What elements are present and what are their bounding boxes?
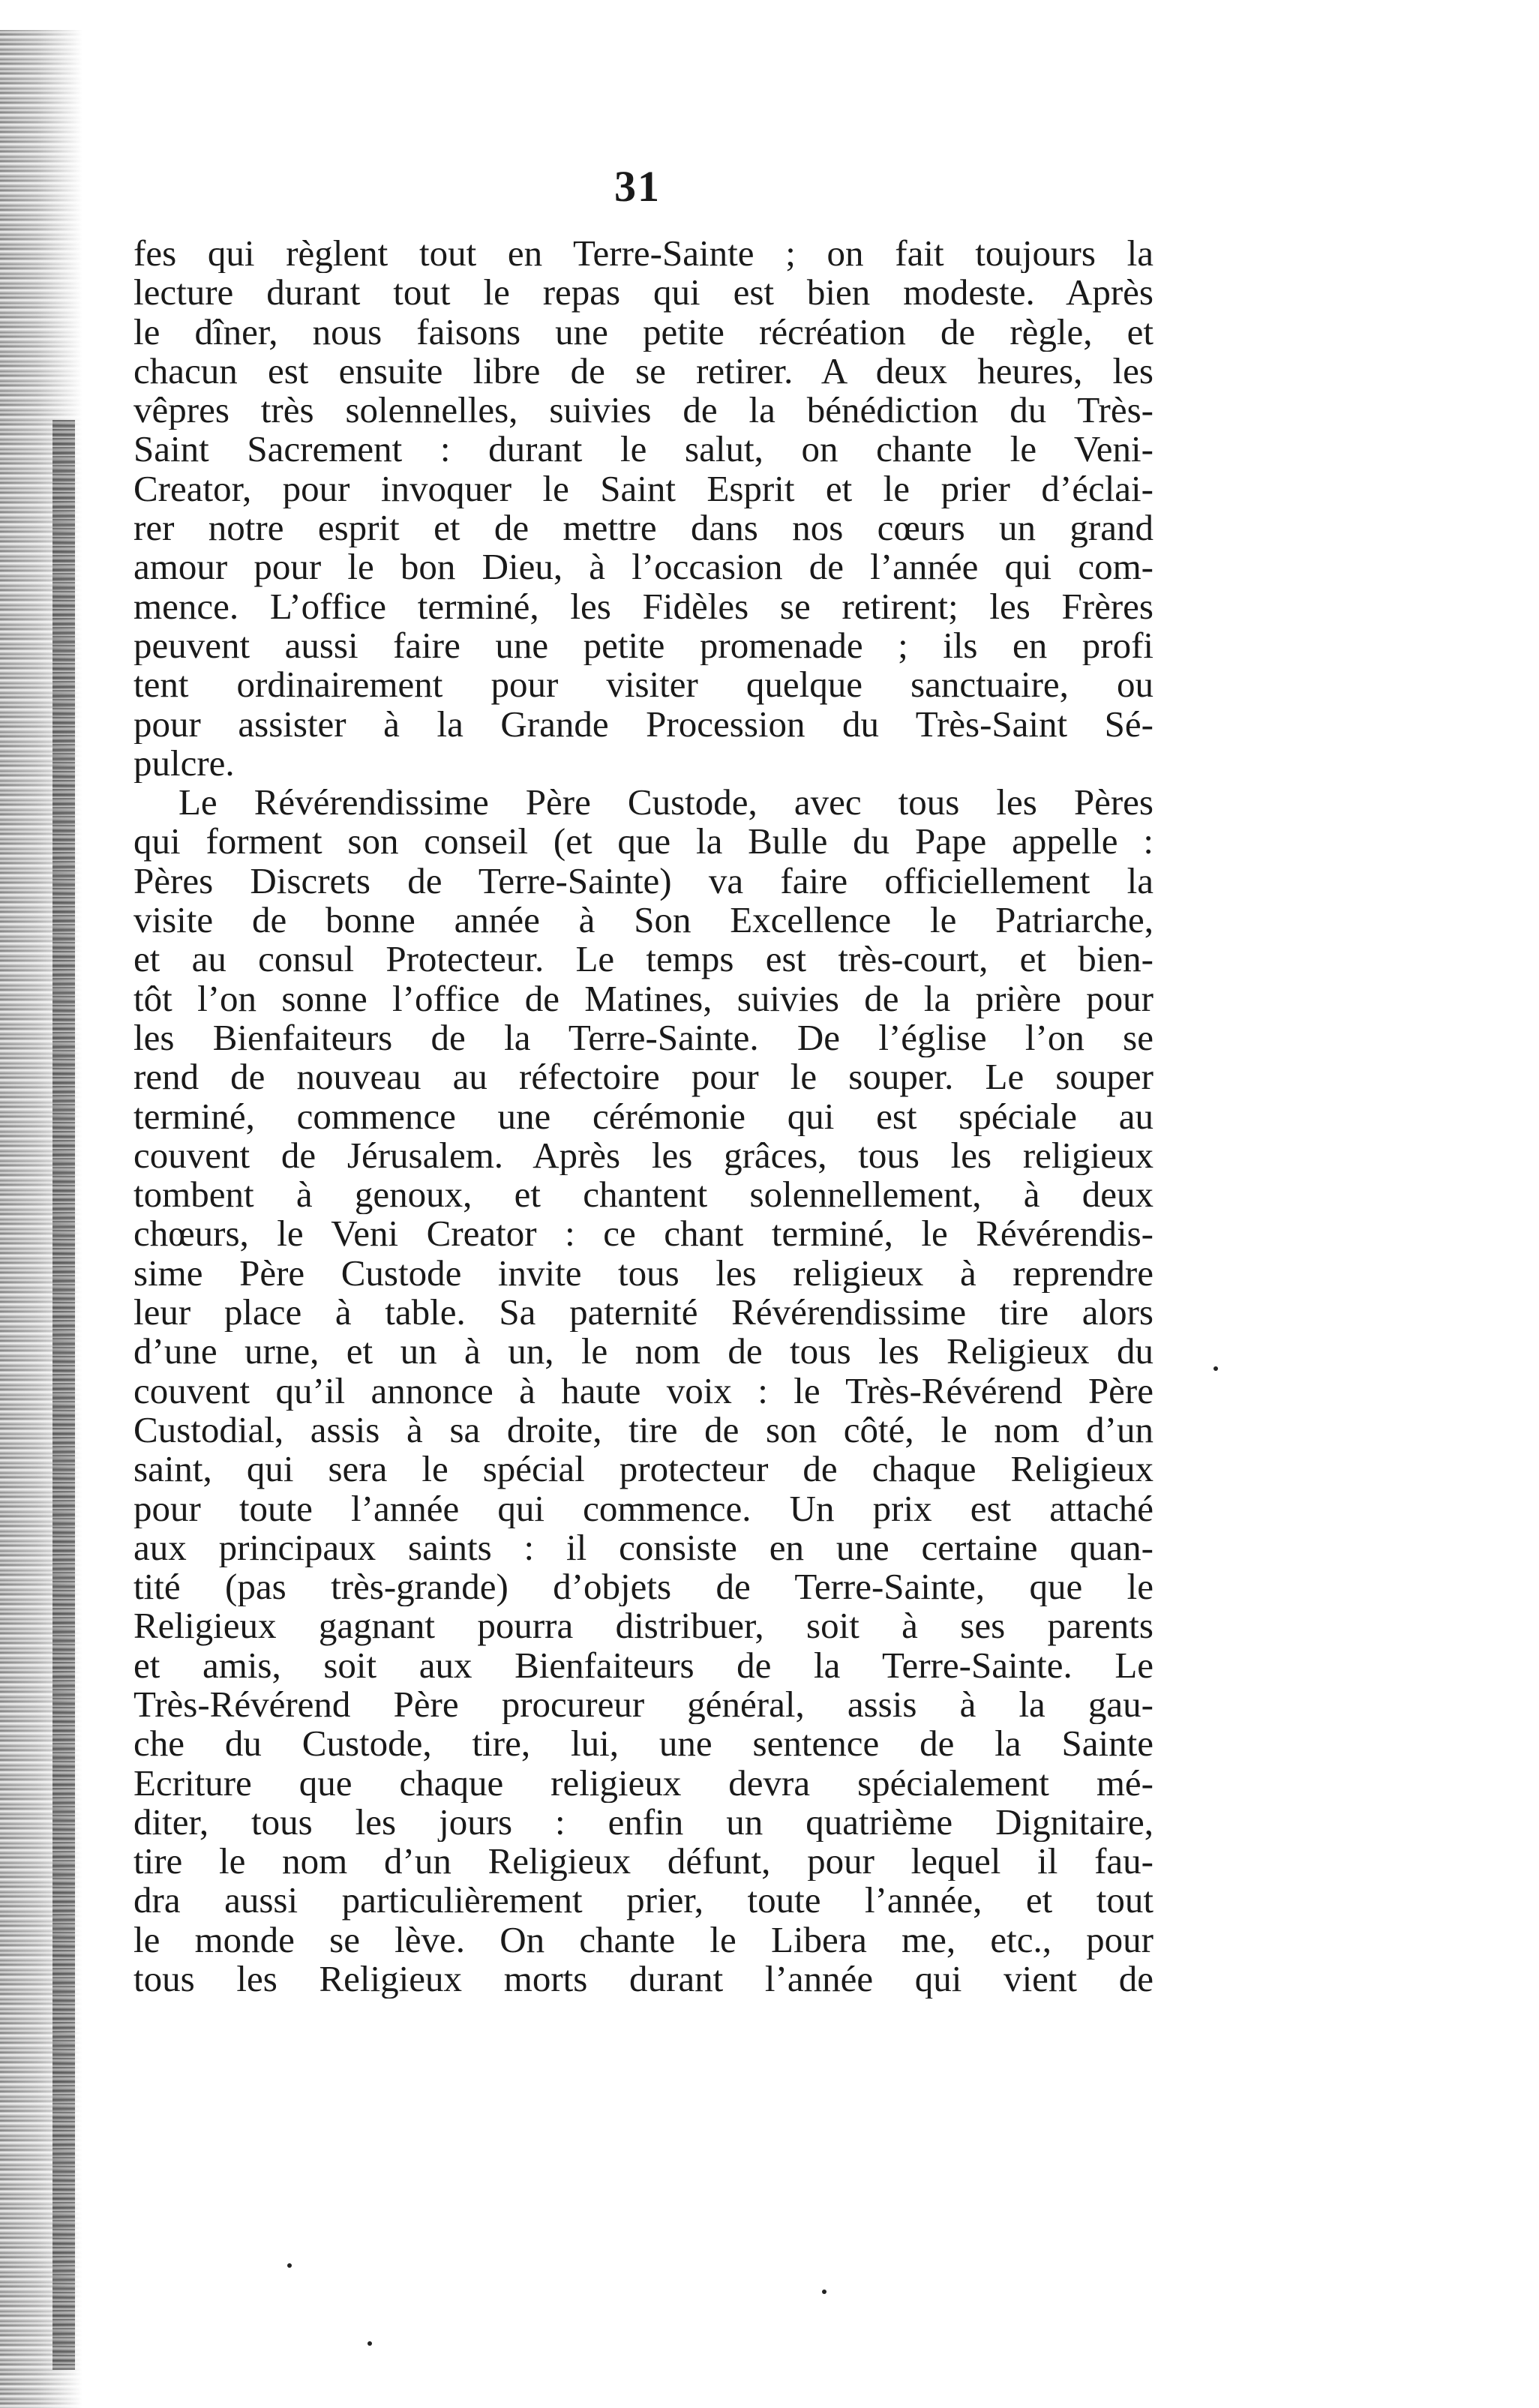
text-line: chœurs, le Veni Creator : ce chant terminé, le Révérendis-: [134, 1214, 1154, 1254]
text-line: Creator, pour invoquer le Saint Esprit et le prier d’éclai-: [134, 469, 1154, 509]
text-line: pour toute l’année qui commence. Un prix est attaché: [134, 1489, 1154, 1528]
text-line: rend de nouveau au réfectoire pour le souper. Le souper: [134, 1057, 1154, 1097]
print-speck: [287, 2263, 292, 2268]
text-line: Très-Révérend Père procureur général, assis à la gau-: [134, 1684, 1154, 1725]
text-line: qui forment son conseil (et que la Bulle du Pape appelle :: [134, 822, 1154, 862]
text-line: les Bienfaiteurs de la Terre-Sainte. De l’église l’on se: [134, 1018, 1154, 1058]
print-speck: [822, 2290, 826, 2294]
text-line: le monde se lève. On chante le Libera me, etc., pour: [134, 1920, 1154, 1960]
text-line: pulcre.: [134, 743, 235, 784]
print-speck: [368, 2341, 372, 2346]
text-line: Religieux gagnant pourra distribuer, soit à ses parents: [134, 1606, 1154, 1646]
text-line: Saint Sacrement : durant le salut, on chante le Veni-: [134, 430, 1154, 469]
text-line: Le Révérendissime Père Custode, avec tous les Pères: [178, 783, 1154, 823]
text-line: rer notre esprit et de mettre dans nos cœurs un grand: [134, 508, 1154, 548]
body-text: [134, 234, 1154, 1999]
text-line: vêpres très solennelles, suivies de la bénédiction du Très-: [134, 391, 1154, 430]
text-line: dra aussi particulièrement prier, toute l’année, et tout: [134, 1881, 1154, 1921]
text-line: amour pour le bon Dieu, à l’occasion de l’année qui com-: [134, 547, 1154, 587]
text-line: d’une urne, et un à un, le nom de tous les Religieux du: [134, 1332, 1154, 1372]
text-line: Ecriture que chaque religieux devra spécialement mé-: [134, 1763, 1154, 1803]
text-line: et amis, soit aux Bienfaiteurs de la Terre-Sainte. Le: [134, 1645, 1154, 1685]
text-line: diter, tous les jours : enfin un quatrième Dignitaire,: [134, 1802, 1154, 1843]
book-binding-shadow: [52, 420, 75, 2370]
text-line: aux principaux saints : il consiste en une certaine quan-: [134, 1528, 1154, 1568]
text-line: Custodial, assis à sa droite, tire de son côté, le nom d’un: [134, 1410, 1154, 1450]
page-number: 31: [614, 162, 661, 211]
text-line: tombent à genoux, et chantent solennellement, à deux: [134, 1175, 1154, 1215]
text-line: le dîner, nous faisons une petite récréation de règle, et: [134, 312, 1154, 352]
text-line: chacun est ensuite libre de se retirer. A deux heures, les: [134, 351, 1154, 391]
text-line: couvent de Jérusalem. Après les grâces, tous les religieux: [134, 1135, 1154, 1176]
text-line: couvent qu’il annonce à haute voix : le Très-Révérend Père: [134, 1371, 1154, 1411]
text-line: tôt l’on sonne l’office de Matines, suivies de la prière pour: [134, 979, 1154, 1018]
text-line: tire le nom d’un Religieux défunt, pour lequel il fau-: [134, 1842, 1154, 1882]
text-line: et au consul Protecteur. Le temps est très-court, et bien-: [134, 940, 1154, 979]
text-line: lecture durant tout le repas qui est bien modeste. Après: [134, 273, 1154, 313]
text-line: tent ordinairement pour visiter quelque sanctuaire, ou: [134, 665, 1154, 705]
text-line: che du Custode, tire, lui, une sentence de la Sainte: [134, 1724, 1154, 1764]
text-line: sime Père Custode invite tous les religieux à reprendre: [134, 1253, 1154, 1294]
text-line: saint, qui sera le spécial protecteur de chaque Religieux: [134, 1450, 1154, 1489]
print-speck: [1214, 1366, 1218, 1371]
text-line: tité (pas très-grande) d’objets de Terre-Sainte, que le: [134, 1567, 1154, 1607]
text-line: pour assister à la Grande Procession du Très-Saint Sé-: [134, 704, 1154, 744]
text-line: Pères Discrets de Terre-Sainte) va faire officiellement la: [134, 861, 1154, 901]
text-line: terminé, commence une cérémonie qui est spéciale au: [134, 1096, 1154, 1136]
text-line: tous les Religieux morts durant l’année qui vient de: [134, 1960, 1154, 1999]
text-line: visite de bonne année à Son Excellence le Patriarche,: [134, 901, 1154, 940]
text-line: mence. L’office terminé, les Fidèles se retirent; les Frères: [134, 586, 1154, 626]
text-line: leur place à table. Sa paternité Révérendissime tire alors: [134, 1293, 1154, 1333]
text-line: peuvent aussi faire une petite promenade ; ils en profi: [134, 625, 1154, 666]
text-line: fes qui règlent tout en Terre-Sainte ; on fait toujours la: [134, 234, 1154, 274]
